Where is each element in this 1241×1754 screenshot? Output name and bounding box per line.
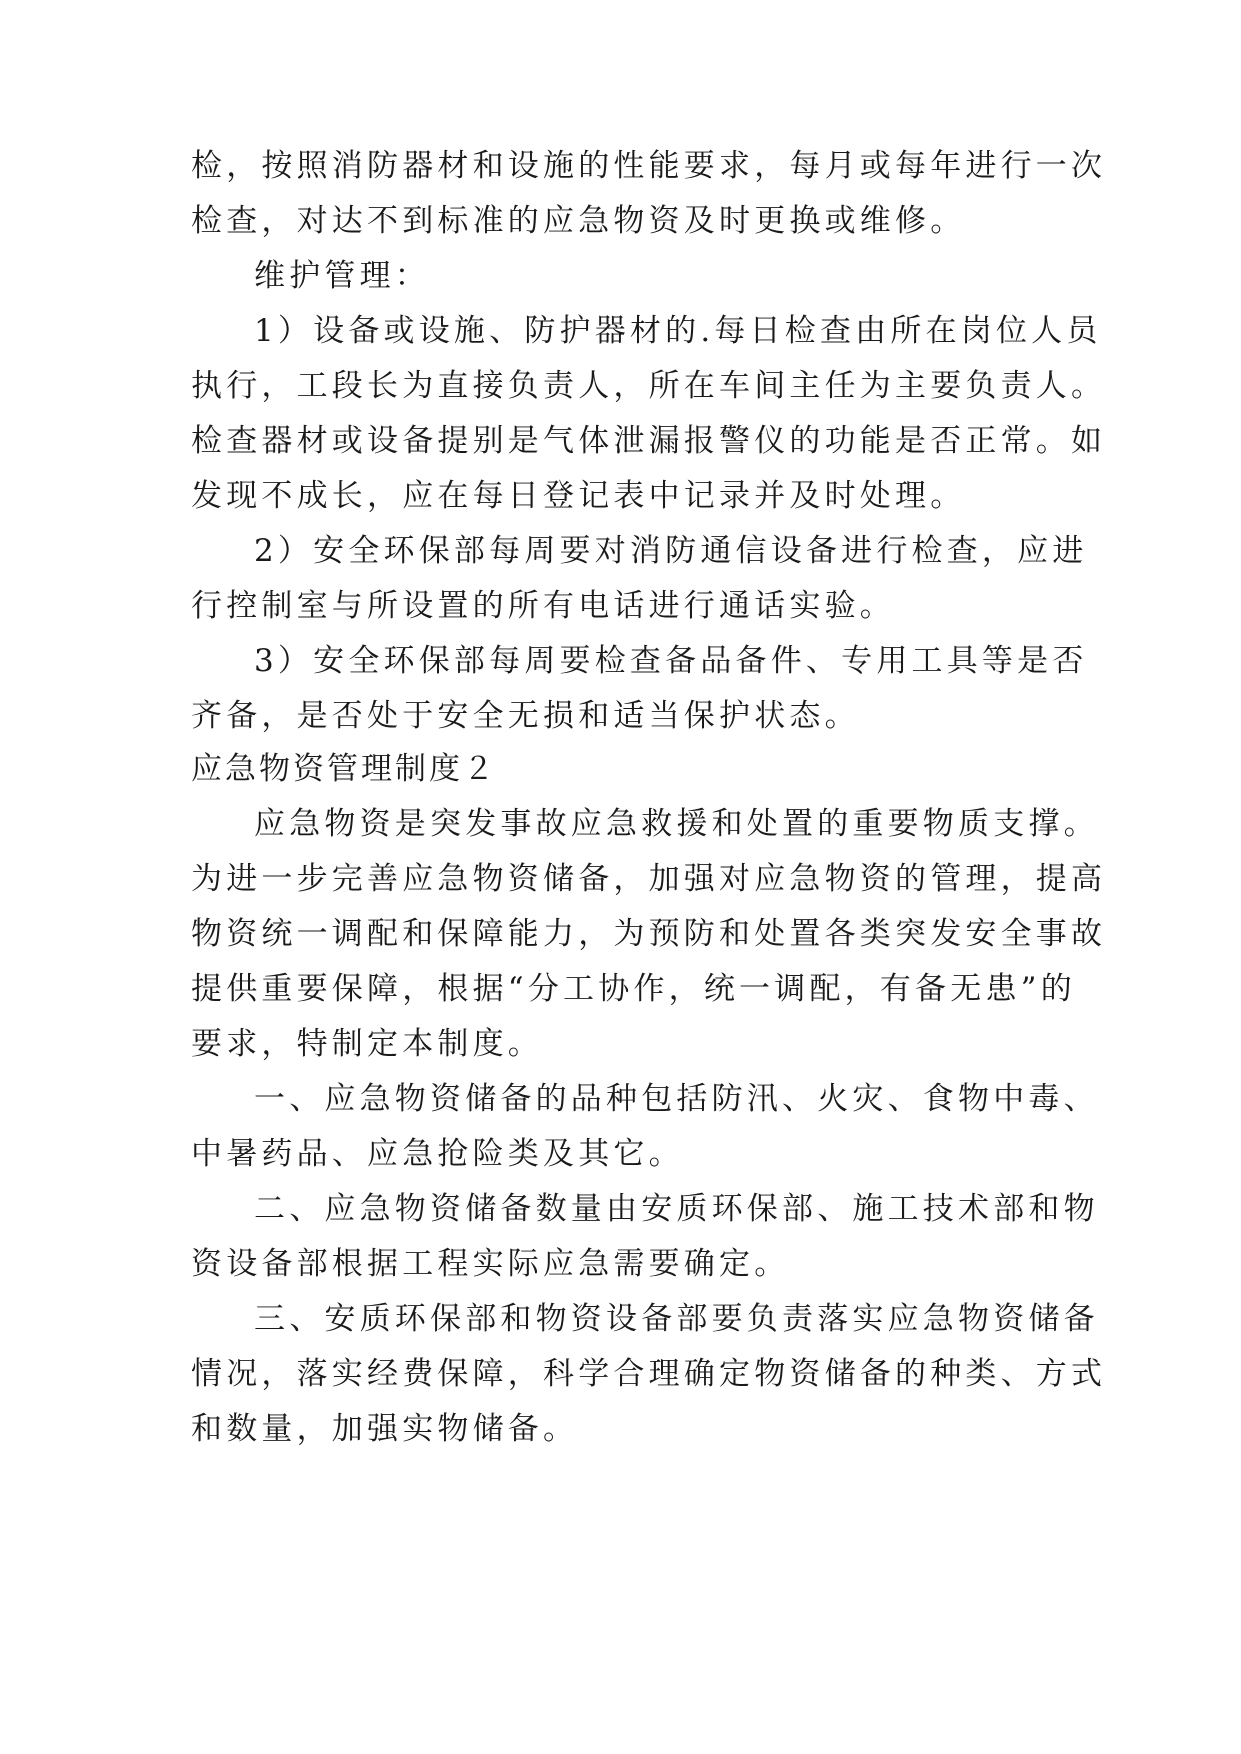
text-line: 一、应急物资储备的品种包括防汛、火灾、食物中毒、 bbox=[254, 1081, 1099, 1117]
text-line: 执行，工段长为直接负责人，所在车间主任为主要负责人。 bbox=[191, 368, 1107, 404]
text-line: 二、应急物资储备数量由安质环保部、施工技术部和物 bbox=[254, 1191, 1099, 1227]
text-line: 和数量，加强实物储备。 bbox=[191, 1411, 579, 1447]
text-line: 齐备，是否处于安全无损和适当保护状态。 bbox=[191, 698, 860, 734]
text-line: 提供重要保障，根据“分工协作，统一调配，有备无患”的 bbox=[191, 971, 1076, 1007]
text-line: 1）设备或设施、防护器材的.每日检查由所在岗位人员 bbox=[254, 313, 1102, 349]
text-line: 检查，对达不到标准的应急物资及时更换或维修。 bbox=[191, 203, 966, 239]
text-line: 行控制室与所设置的所有电话进行通话实验。 bbox=[191, 588, 895, 624]
text-line: 3）安全环保部每周要检查备品备件、专用工具等是否 bbox=[254, 643, 1088, 679]
section-heading: 应急物资管理制度２ bbox=[191, 751, 497, 787]
section-label: 维护管理： bbox=[254, 258, 430, 294]
text-line: 情况，落实经费保障，科学合理确定物资储备的种类、方式 bbox=[191, 1356, 1107, 1392]
text-line: 要求，特制定本制度。 bbox=[191, 1026, 543, 1062]
text-line: 物资统一调配和保障能力，为预防和处置各类突发安全事故 bbox=[191, 916, 1107, 952]
text-line: 资设备部根据工程实际应急需要确定。 bbox=[191, 1246, 790, 1282]
text-line: 中暑药品、应急抢险类及其它。 bbox=[191, 1136, 684, 1172]
text-line: 三、安质环保部和物资设备部要负责落实应急物资储备 bbox=[254, 1301, 1099, 1337]
text-line: 检查器材或设备提别是气体泄漏报警仪的功能是否正常。如 bbox=[191, 423, 1107, 459]
text-line: 2）安全环保部每周要对消防通信设备进行检查，应进 bbox=[254, 533, 1088, 569]
text-line: 检，按照消防器材和设施的性能要求，每月或每年进行一次 bbox=[191, 148, 1107, 184]
text-line: 应急物资是突发事故应急救援和处置的重要物质支撑。 bbox=[254, 806, 1099, 842]
text-line: 为进一步完善应急物资储备，加强对应急物资的管理，提高 bbox=[191, 861, 1107, 897]
text-line: 发现不成长，应在每日登记表中记录并及时处理。 bbox=[191, 478, 966, 514]
